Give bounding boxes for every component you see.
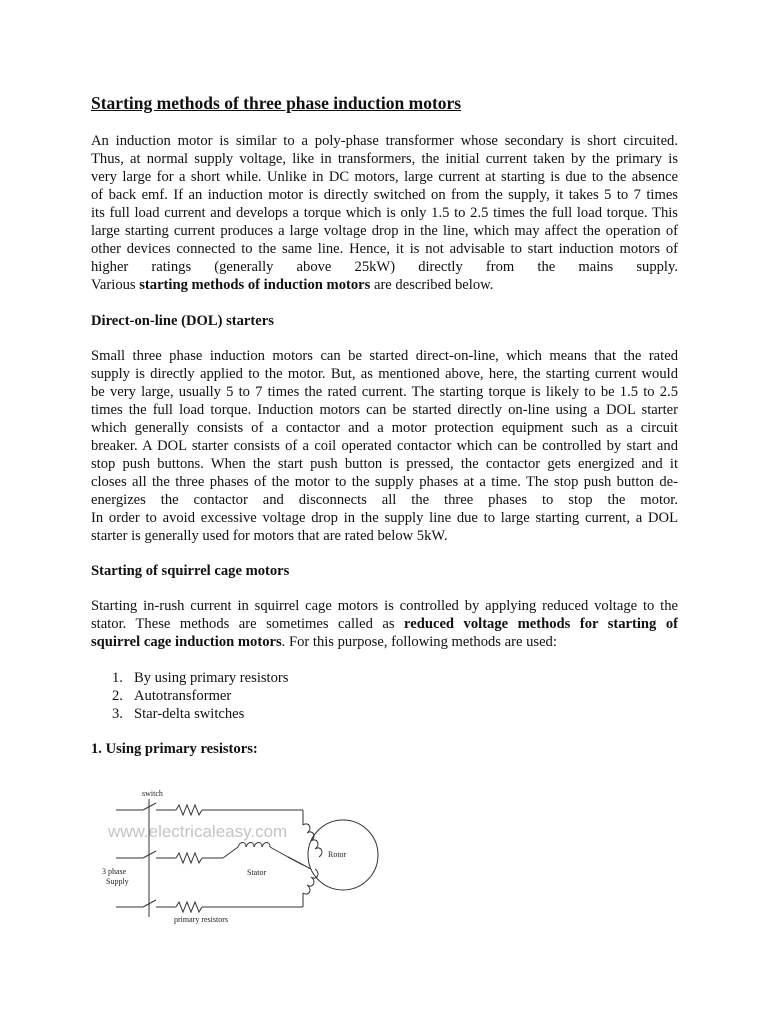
squirrel-heading: Starting of squirrel cage motors [91, 563, 290, 579]
list-number: 3. [112, 706, 123, 722]
primary-resistors-label: primary resistors [174, 915, 228, 924]
intro-line: of back emf. If an induction motor is directly switched on from the supply, it takes 5 to 7 times [91, 187, 678, 203]
stator-coil-2 [238, 843, 270, 848]
list-item [91, 669, 288, 687]
resistor-2 [176, 853, 202, 863]
dol-line: closes all the three phases of the motor to the supply phases at a time. The stop push button de- [91, 474, 678, 490]
resistor-1 [176, 805, 202, 815]
dol-line: In order to avoid excessive voltage drop in the supply line due to large starting current, a DOL [91, 510, 678, 526]
intro-line: large starting current produces a large voltage drop in the line, which may affect the operation of [91, 223, 678, 239]
squirrel-bold-phrase: reduced voltage methods for starting of [404, 616, 678, 632]
intro-line: other devices connected to the same line. Hence, it is not advisable to start induction motors of [91, 241, 678, 257]
dol-heading: Direct-on-line (DOL) starters [91, 313, 274, 329]
resistor-3 [176, 902, 202, 912]
intro-line: very large for a short while. Unlike in DC motors, large current at starting is due to the absence [91, 169, 678, 185]
dol-line: times the full load torque. Induction motors can be started directly on-line using a DOL starter [91, 402, 678, 418]
intro-paragraph [91, 132, 678, 294]
dol-line: starter is generally used for motors that are rated below 5kW. [91, 528, 448, 544]
squirrel-paragraph [91, 597, 678, 651]
stator-coil-3 [303, 869, 318, 894]
supply-label-line1: 3 phase [102, 867, 127, 876]
intro-line: An induction motor is similar to a poly-phase transformer whose secondary is short circuited. [91, 133, 678, 149]
squirrel-line: Starting in-rush current in squirrel cage motors is controlled by applying reduced voltage to the [91, 598, 678, 614]
dol-line: breaker. A DOL starter consists of a coil operated contactor which can be controlled by start and [91, 438, 678, 454]
primary-resistor-circuit-diagram [98, 785, 398, 935]
intro-line: Thus, at normal supply voltage, like in transformers, the initial current taken by the primary is [91, 151, 678, 167]
resistors-heading: 1. Using primary resistors: [91, 741, 258, 757]
intro-line: higher ratings (generally above 25kW) directly from the mains supply. [91, 259, 678, 275]
rotor-label: Rotor [328, 850, 347, 859]
dol-paragraph [91, 347, 678, 545]
list-label: By using primary resistors [134, 670, 289, 686]
watermark-text: www.electricaleasy.com [108, 822, 288, 841]
methods-list [91, 669, 288, 723]
squirrel-line [91, 615, 678, 633]
dol-line: Small three phase induction motors can be started direct-on-line, which means that the rated [91, 348, 678, 364]
dol-line: which generally consists of a contactor and a motor protection equipment such as a circuit [91, 420, 678, 436]
squirrel-line3-suffix: . For this purpose, following methods are used: [281, 634, 557, 650]
page-title: Starting methods of three phase induction motors [91, 93, 462, 113]
switch-label: switch [142, 789, 163, 798]
list-item [91, 687, 288, 705]
dol-line: stop push buttons. When the start push button is pressed, the contactor gets energized and it [91, 456, 678, 472]
squirrel-line [91, 633, 678, 651]
list-label: Star-delta switches [134, 706, 245, 722]
intro-last-suffix: are described below. [370, 277, 494, 293]
intro-last-line [91, 276, 678, 294]
intro-bold-phrase: starting methods of induction motors [139, 277, 371, 293]
dol-line: energizes the contactor and disconnects all the three phases to stop the motor. [91, 492, 678, 508]
intro-line: its full load current and develops a torque which is only 1.5 to 2.5 times the full load torque. This [91, 205, 678, 221]
list-label: Autotransformer [134, 688, 232, 704]
list-number: 1. [112, 670, 123, 686]
list-number: 2. [112, 688, 123, 704]
list-item [91, 705, 288, 723]
supply-label-line2: Supply [106, 877, 129, 886]
squirrel-line2-prefix: stator. These methods are sometimes called as [91, 616, 405, 632]
dol-line: supply is directly applied to the motor. But, as mentioned above, here, the starting current would [91, 366, 678, 382]
intro-last-prefix: Various [91, 277, 140, 293]
squirrel-bold-phrase-2: squirrel cage induction motors [91, 634, 282, 650]
stator-label: Stator [247, 868, 267, 877]
dol-line: be very large, usually 5 to 7 times the rated current. The starting torque is likely to be 1.5 to 2.5 [91, 384, 678, 400]
